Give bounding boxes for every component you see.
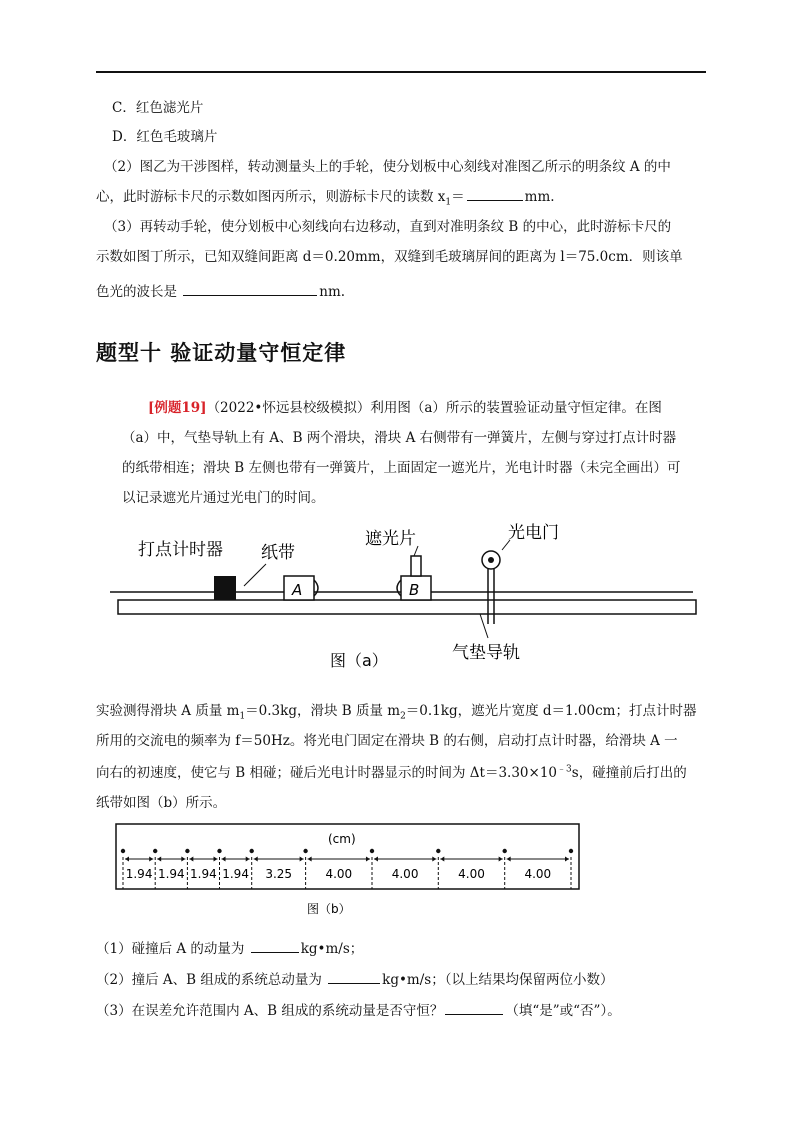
figure-b [115, 823, 585, 923]
section-title: 题型十 验证动量守恒定律 [96, 341, 347, 365]
data-sub2: 2 [400, 711, 406, 722]
q3-line3 [96, 282, 345, 302]
interval-label: 1.94 [157, 867, 185, 881]
tape-dot [121, 849, 125, 853]
q2b-text: （2）撞后 A、B 组成的系统总动量为 [96, 972, 322, 988]
interval-label: 3.25 [265, 867, 293, 881]
timer-body [214, 576, 236, 600]
air-track [118, 600, 696, 614]
question-2 [96, 970, 613, 990]
q2-unit: mm. [524, 189, 555, 205]
interval-label: 1.94 [222, 867, 249, 881]
q2b-unit: kg•m/s；（以上结果均保留两位小数） [382, 972, 614, 988]
q2-eq: ＝ [451, 189, 465, 205]
tape-dot [185, 849, 189, 853]
example-text1: （2022•怀远县校级模拟）利用图（a）所示的装置验证动量守恒定律。在图 [206, 400, 662, 416]
figure-a [108, 520, 708, 670]
interval-label: 1.94 [190, 867, 217, 881]
q3-line2: 示数如图丁所示，已知双缝间距离 d＝0.20mm，双缝到毛玻璃屏间的距离为 l＝75.0cm．则该单 [96, 249, 683, 265]
tape-dot [569, 849, 573, 853]
tape-dot [303, 849, 307, 853]
interval-label: 1.94 [125, 867, 153, 881]
question-1 [96, 939, 363, 959]
tape-pointer [244, 564, 266, 586]
q3-line1: （3）再转动手轮，使分划板中心刻线向右边移动，直到对准明条纹 B 的中心，此时游标卡尺的 [104, 219, 672, 235]
answer-blank-q1[interactable] [251, 939, 299, 953]
data-line4: 纸带如图（b）所示。 [96, 795, 227, 811]
track-pointer [480, 614, 488, 638]
interval-label: 4.00 [325, 867, 353, 881]
tape-dot [503, 849, 507, 853]
data-line2: 所用的交流电的频率为 f＝50Hz。将光电门固定在滑块 B 的右侧，启动打点计时器，给滑块 A 一 [96, 733, 678, 749]
data-sup: ﹣3 [557, 764, 572, 775]
option-c: C．红色滤光片 [112, 100, 204, 116]
data-l3a: 向右的初速度，使它与 B 相碰；碰后光电计时器显示的时间为 Δt＝3.30×10 [96, 765, 558, 781]
tape-dot [370, 849, 374, 853]
answer-blank-wavelength[interactable] [183, 282, 317, 296]
q2-text: 心，此时游标卡尺的示数如图丙所示，则游标卡尺的读数 x [96, 189, 446, 205]
figure-a-caption: 图（a） [330, 651, 388, 670]
tape-dot [436, 849, 440, 853]
shade-plate [411, 556, 421, 576]
header-rule [96, 71, 706, 73]
track-label: 气垫导轨 [452, 643, 520, 663]
option-d: D．红色毛玻璃片 [112, 129, 218, 145]
block-b-label: B [409, 581, 420, 599]
q3-unit: nm. [319, 284, 346, 300]
answer-blank-q2[interactable] [328, 970, 380, 984]
q3b-unit: （填“是”或“否”）。 [505, 1003, 621, 1019]
answer-blank-x1[interactable] [467, 187, 523, 201]
q1-text: （1）碰撞后 A 的动量为 [96, 941, 245, 957]
example-line1 [148, 398, 662, 418]
data-l1b: ＝0.3kg，滑块 B 质量 m [245, 703, 401, 719]
tape-dot [217, 849, 221, 853]
data-line1 [96, 701, 696, 721]
q3b-text: （3）在误差允许范围内 A、B 组成的系统动量是否守恒？ [96, 1003, 444, 1019]
example-line3: 的纸带相连；滑块 B 左侧也带有一弹簧片，上面固定一遮光片，光电计时器（未完全画出）可 [122, 460, 681, 476]
answer-blank-q3[interactable] [445, 1001, 503, 1015]
tape-unit: (cm) [328, 832, 356, 846]
interval-label: 4.00 [458, 867, 485, 881]
question-3 [96, 1001, 621, 1021]
data-l1c: ＝0.1kg，遮光片宽度 d＝1.00cm；打点计时器 [405, 703, 697, 719]
q2-line2 [96, 187, 555, 207]
q1-unit: kg•m/s； [300, 941, 364, 957]
q3-text: 色光的波长是 [96, 284, 177, 300]
interval-label: 4.00 [391, 867, 419, 881]
q2-line1: （2）图乙为干涉图样，转动测量头上的手轮，使分划板中心刻线对准图乙所示的明条纹 A 的中 [104, 159, 671, 175]
timer-label: 打点计时器 [138, 540, 223, 560]
example-line4: 以记录遮光片通过光电门的时间。 [122, 490, 325, 506]
data-line3 [96, 763, 687, 783]
shade-label: 遮光片 [365, 529, 416, 549]
data-l3b: s，碰撞前后打出的 [571, 765, 687, 781]
tape-dot [250, 849, 254, 853]
q2-sub: 1 [445, 197, 452, 208]
tape-label: 纸带 [261, 543, 295, 563]
block-a-label: A [292, 581, 303, 599]
data-sub1: 1 [239, 711, 246, 722]
example-tag: [例题19] [148, 400, 207, 416]
interval-label: 4.00 [524, 867, 552, 881]
gate-label: 光电门 [508, 523, 559, 543]
tape-dot [153, 849, 157, 853]
data-l1a: 实验测得滑块 A 质量 m [96, 703, 240, 719]
photogate-core [488, 557, 494, 563]
figure-b-caption: 图（b） [307, 902, 351, 916]
example-line2: （a）中，气垫导轨上有 A、B 两个滑块，滑块 A 右侧带有一弹簧片，左侧与穿过打点计时器 [122, 430, 677, 446]
